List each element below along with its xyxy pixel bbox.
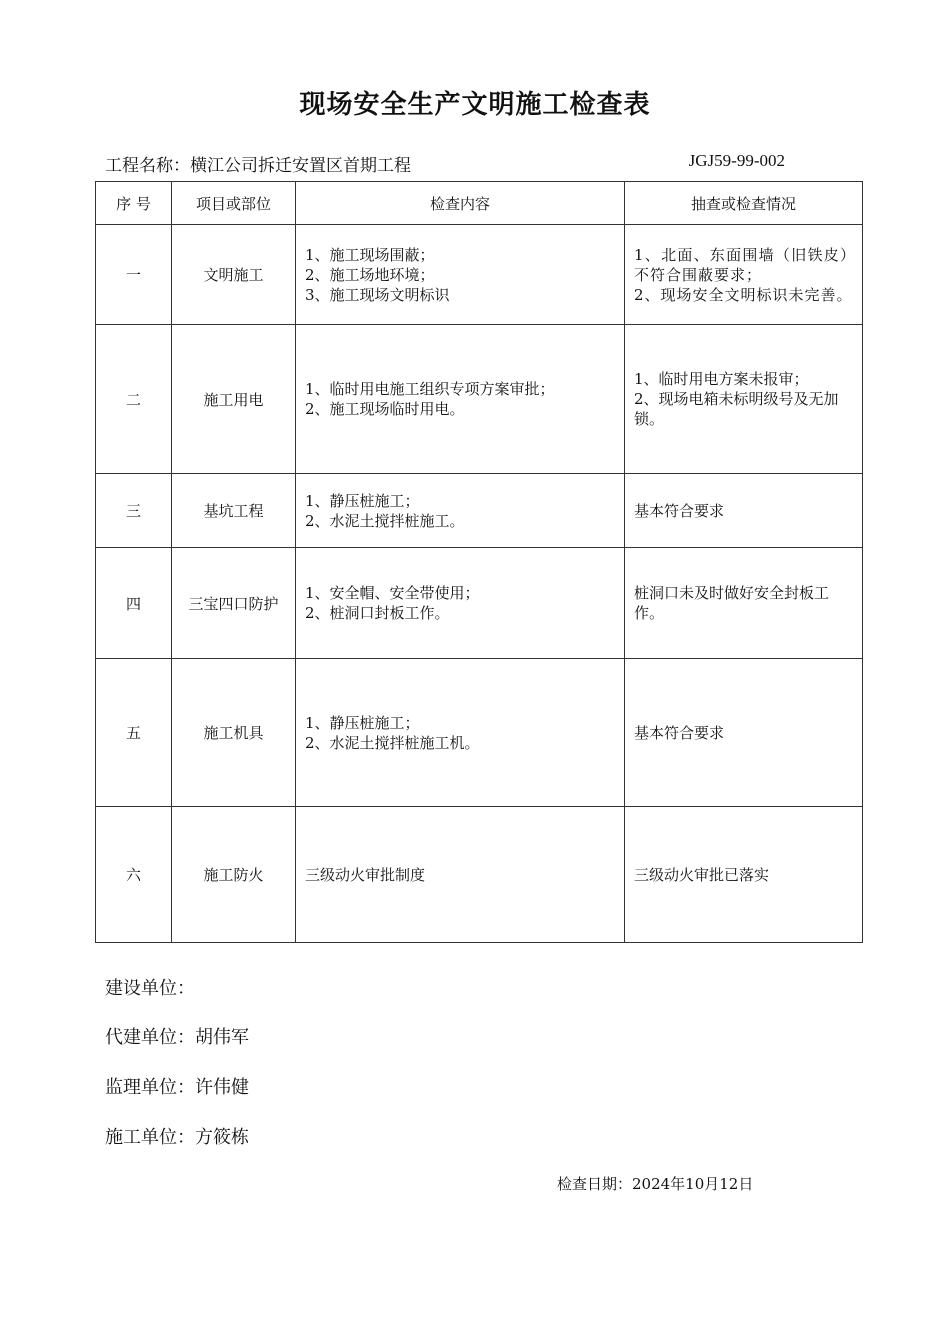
supervisor-unit: 监理单位：许伟健	[105, 1077, 249, 1098]
table-row	[96, 474, 863, 548]
owner-unit: 建设单位：	[105, 978, 195, 999]
row-content	[296, 474, 625, 548]
row-item: 文明施工	[172, 225, 296, 325]
table-row	[96, 225, 863, 325]
contractor-unit: 施工单位：方筱栋	[105, 1127, 249, 1148]
result-line: 1、北面、东面围墙（旧铁皮）不符合围蔽要求；	[634, 245, 856, 284]
table-row	[96, 548, 863, 659]
row-item: 施工防火	[172, 807, 296, 943]
standard-code: JGJ59-99-002	[688, 151, 785, 170]
content-line: 2、桩洞口封板工作。	[305, 604, 450, 622]
content-line: 1、临时用电施工组织专项方案审批；	[305, 380, 555, 398]
inspection-table	[95, 181, 863, 943]
result-line: 2、现场电箱未标明级号及无加锁。	[634, 390, 839, 428]
row-item: 施工机具	[172, 659, 296, 807]
table-row	[96, 807, 863, 943]
content-line: 2、施工现场临时用电。	[305, 400, 465, 418]
content-line: 1、施工现场围蔽；	[305, 245, 435, 264]
agent-unit: 代建单位：胡伟军	[105, 1027, 249, 1048]
row-no: 四	[96, 548, 172, 659]
content-line: 2、水泥土搅拌桩施工机。	[305, 733, 480, 752]
result-line: 基本符合要求	[634, 723, 725, 742]
header-result: 抽查或检查情况	[625, 182, 863, 225]
content-line: 三级动火审批制度	[305, 865, 426, 884]
inspection-date: 检查日期：2024年10月12日	[557, 1175, 754, 1193]
content-line: 1、静压桩施工；	[305, 491, 420, 510]
row-content	[296, 325, 625, 474]
row-result	[625, 225, 863, 325]
row-no: 五	[96, 659, 172, 807]
row-result	[625, 659, 863, 807]
project-name: 工程名称：横江公司拆迁安置区首期工程	[105, 156, 411, 176]
row-no: 二	[96, 325, 172, 474]
content-line: 2、施工场地环境；	[305, 265, 435, 284]
page-title: 现场安全生产文明施工检查表	[299, 90, 651, 120]
row-content	[296, 225, 625, 325]
row-no: 六	[96, 807, 172, 943]
content-line: 2、水泥土搅拌桩施工。	[305, 511, 465, 530]
row-result	[625, 807, 863, 943]
header-no: 序 号	[96, 182, 172, 225]
row-content	[296, 659, 625, 807]
row-result	[625, 474, 863, 548]
row-no: 一	[96, 225, 172, 325]
row-item: 三宝四口防护	[172, 548, 296, 659]
row-item: 基坑工程	[172, 474, 296, 548]
content-line: 1、安全帽、安全带使用；	[305, 584, 480, 602]
row-item: 施工用电	[172, 325, 296, 474]
row-content	[296, 548, 625, 659]
table-row	[96, 659, 863, 807]
content-line: 3、施工现场文明标识	[305, 285, 450, 304]
result-line: 2、现场安全文明标识未完善。	[634, 285, 853, 304]
content-line: 1、静压桩施工；	[305, 713, 420, 732]
header-content: 检查内容	[296, 182, 625, 225]
header-item: 项目或部位	[172, 182, 296, 225]
table-header-row	[96, 182, 863, 225]
result-line: 桩洞口未及时做好安全封板工作。	[634, 584, 830, 622]
row-result	[625, 548, 863, 659]
result-line: 基本符合要求	[634, 501, 725, 520]
row-result	[625, 325, 863, 474]
row-content	[296, 807, 625, 943]
project-info-line	[105, 151, 785, 176]
row-no: 三	[96, 474, 172, 548]
table-row	[96, 325, 863, 474]
result-line: 三级动火审批已落实	[634, 865, 770, 884]
result-line: 1、临时用电方案未报审；	[634, 370, 809, 388]
